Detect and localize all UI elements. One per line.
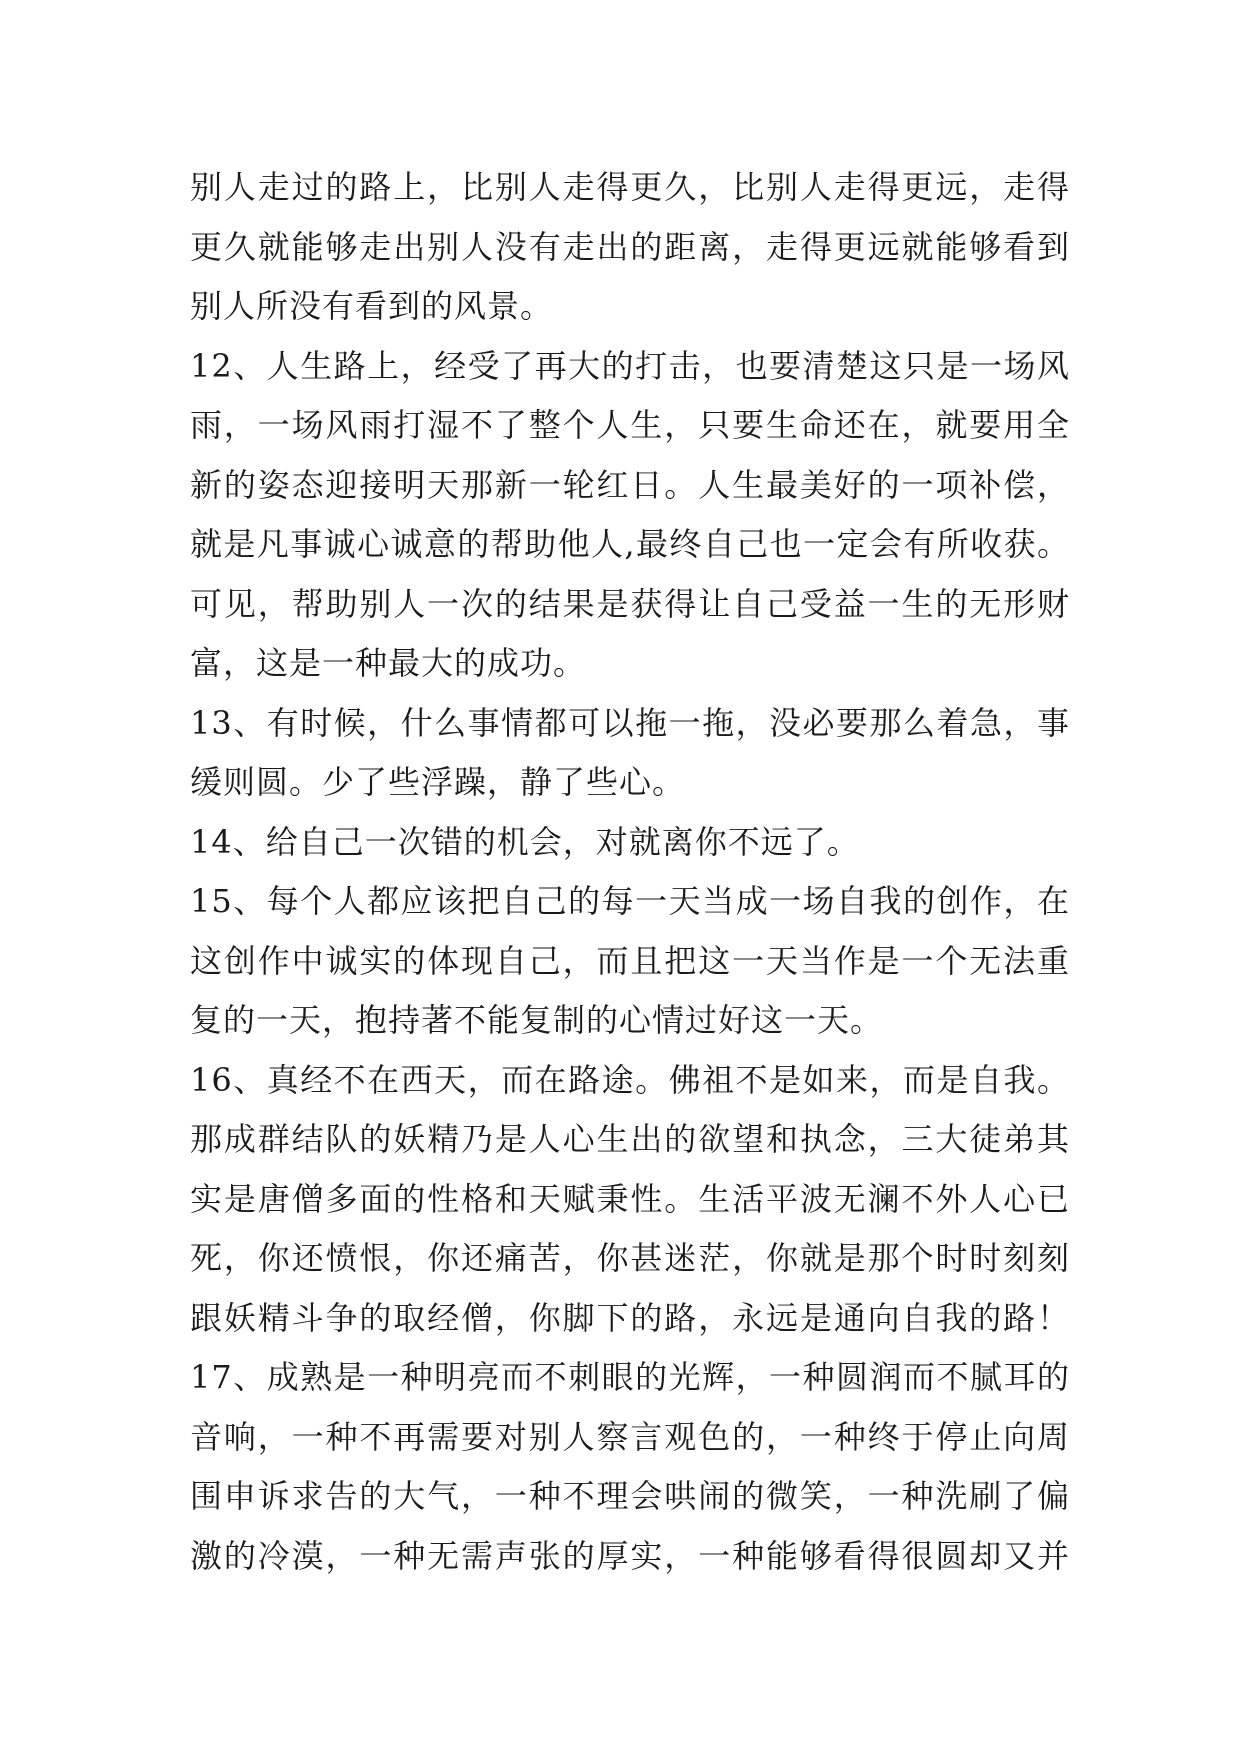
text-line: 缓则圆。少了些浮躁，静了些心。: [190, 763, 686, 801]
text-line: 可见，帮助别人一次的结果是获得让自己受益一生的无形财: [190, 584, 1070, 623]
text-line: 15、每个人都应该把自己的每一天当成一场自我的创作，在: [190, 882, 1070, 920]
text-line: 17、成熟是一种明亮而不刺眼的光辉，一种圆润而不腻耳的: [190, 1358, 1070, 1396]
text-line: 16、真经不在西天，而在路途。佛祖不是如来，而是自我。: [190, 1060, 1070, 1099]
text-line: 别人走过的路上，比别人走得更久，比别人走得更远，走得: [190, 168, 1070, 206]
text-line: 这创作中诚实的体现自己，而且把这一天当作是一个无法重: [190, 941, 1070, 980]
text-line: 死，你还愤恨，你还痛苦，你甚迷茫，你就是那个时时刻刻: [190, 1239, 1070, 1277]
text-line: 富，这是一种最大的成功。: [190, 644, 587, 682]
text-line: 就是凡事诚心诚意的帮助他人,最终自己也一定会有所收获。: [190, 525, 1070, 563]
text-line: 别人所没有看到的风景。: [190, 287, 554, 325]
text-line: 激的冷漠，一种无需声张的厚实，一种能够看得很圆却又并: [190, 1536, 1070, 1575]
text-line: 跟妖精斗争的取经僧，你脚下的路，永远是通向自我的路！: [190, 1298, 1070, 1337]
text-line: 雨，一场风雨打湿不了整个人生，只要生命还在，就要用全: [190, 406, 1070, 444]
text-line: 新的姿态迎接明天那新一轮红日。人生最美好的一项补偿，: [190, 465, 1070, 504]
text-line: 音响，一种不再需要对别人察言观色的，一种终于停止向周: [190, 1417, 1070, 1456]
text-line: 13、有时候，什么事情都可以拖一拖，没必要那么着急，事: [190, 703, 1070, 742]
text-line: 那成群结队的妖精乃是人心生出的欲望和执念，三大徒弟其: [190, 1120, 1070, 1158]
text-line: 12、人生路上，经受了再大的打击，也要清楚这只是一场风: [190, 346, 1070, 385]
text-line: 更久就能够走出别人没有走出的距离，走得更远就能够看到: [190, 227, 1070, 266]
body-text: [190, 158, 1070, 1586]
text-line: 实是唐僧多面的性格和天赋秉性。生活平波无澜不外人心已: [190, 1179, 1070, 1218]
text-line: 14、给自己一次错的机会，对就离你不远了。: [190, 822, 860, 861]
text-line: 复的一天，抱持著不能复制的心情过好这一天。: [190, 1001, 884, 1039]
text-line: 围申诉求告的大气，一种不理会哄闹的微笑，一种洗刷了偏: [190, 1477, 1070, 1515]
